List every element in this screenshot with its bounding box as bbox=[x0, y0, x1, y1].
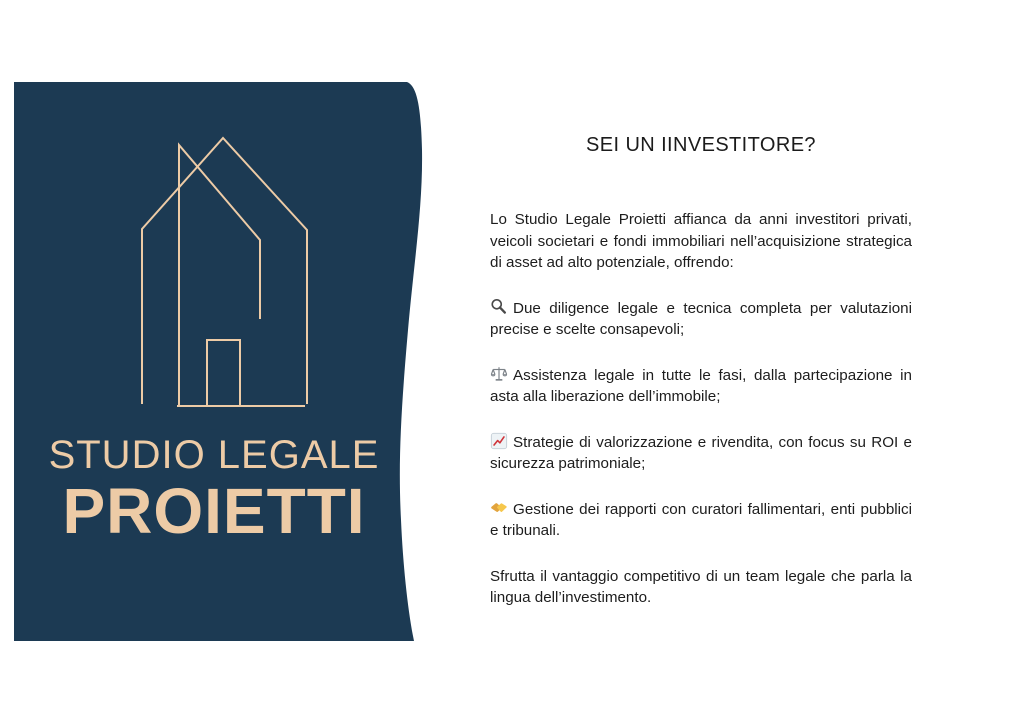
bullet-text: Assistenza legale in tutte le fasi, dalla partecipazione in asta alla liberazione dell’immobile; bbox=[490, 366, 912, 405]
closing-paragraph: Sfrutta il vantaggio competitivo di un team legale che parla la lingua dell’investimento. bbox=[490, 567, 912, 606]
bullet-item bbox=[490, 432, 912, 475]
section-title: SEI UN IINVESTITORE? bbox=[586, 134, 816, 156]
bullet-text: Due diligence legale e tecnica completa per valutazioni precise e scelte consapevoli; bbox=[490, 299, 912, 338]
house-outline-logo bbox=[130, 130, 320, 415]
brand-name-line1: STUDIO LEGALE bbox=[48, 433, 380, 477]
intro-paragraph: Lo Studio Legale Proietti affianca da anni investitori privati, veicoli societari e fondi immobiliari nell’acquisizione strategica di asset ad alto potenziale, offrendo: bbox=[490, 211, 912, 271]
bullet-item bbox=[490, 298, 912, 341]
bullet-item bbox=[490, 365, 912, 408]
brand-name-line2: PROIETTI bbox=[62, 475, 366, 547]
bullet-item bbox=[490, 499, 912, 542]
content-column bbox=[490, 134, 912, 609]
scales-of-justice-icon bbox=[490, 365, 508, 383]
chart-increasing-icon bbox=[490, 432, 508, 450]
handshake-icon bbox=[490, 499, 508, 517]
bullet-text: Gestione dei rapporti con curatori fallimentari, enti pubblici e tribunali. bbox=[490, 500, 912, 539]
bullet-text: Strategie di valorizzazione e rivendita, con focus su ROI e sicurezza patrimoniale; bbox=[490, 433, 912, 472]
magnifying-glass-icon bbox=[490, 298, 508, 316]
